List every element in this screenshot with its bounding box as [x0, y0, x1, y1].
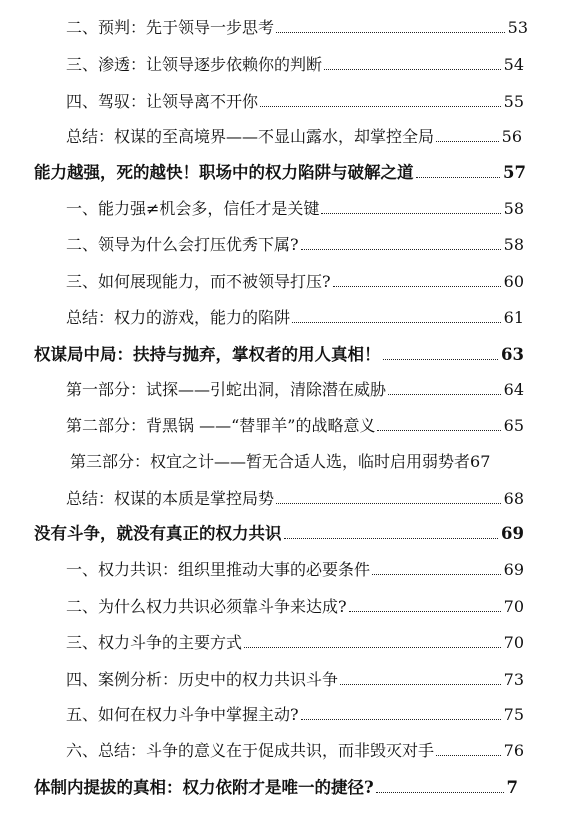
toc-entry-page: 57	[503, 163, 526, 182]
toc-entry-page: 63	[501, 345, 524, 364]
toc-entry-page: 69	[503, 560, 524, 579]
toc-entry[interactable]	[66, 370, 524, 400]
toc-entry-page: 61	[503, 308, 524, 327]
toc-chapter-heading[interactable]	[34, 153, 526, 183]
toc-entry-page: 58	[503, 235, 524, 254]
toc-entry-page: 70	[503, 633, 524, 652]
toc-entry-title: 二、预判：先于领导一步思考	[66, 18, 275, 37]
toc-entry-title: 总结：权谋的本质是掌控局势	[66, 489, 275, 508]
toc-entry[interactable]	[66, 587, 524, 617]
dot-leader	[260, 106, 501, 107]
dot-leader	[333, 286, 501, 287]
toc-entry[interactable]	[66, 550, 524, 580]
toc-entry-page: 58	[503, 199, 524, 218]
toc-entry-page: 69	[501, 524, 524, 543]
toc-entry[interactable]	[66, 225, 524, 255]
dot-leader	[276, 503, 501, 504]
dot-leader	[321, 213, 500, 214]
dot-leader	[301, 249, 501, 250]
toc-entry-title: 三、权力斗争的主要方式	[66, 633, 243, 652]
toc-entry-title: 第二部分：背黑锅 ——“替罪羊”的战略意义	[66, 416, 376, 435]
toc-entry-title: 五、如何在权力斗争中掌握主动?	[66, 705, 299, 724]
toc-entry-title: 能力越强，死的越快！职场中的权力陷阱与破解之道	[34, 163, 414, 182]
dot-leader	[284, 538, 499, 539]
toc-entry[interactable]	[66, 262, 524, 292]
toc-entry[interactable]	[66, 660, 524, 690]
toc-chapter-heading[interactable]	[34, 514, 524, 544]
toc-chapter-heading[interactable]	[34, 768, 518, 798]
dot-leader	[416, 177, 501, 178]
dot-leader	[383, 359, 499, 360]
toc-entry[interactable]	[66, 695, 524, 725]
toc-entry-title: 二、为什么权力共识必须靠斗争来达成?	[66, 597, 347, 616]
toc-entry-page: 54	[503, 55, 524, 74]
dot-leader	[377, 430, 500, 431]
dot-leader	[340, 684, 501, 685]
toc-entry[interactable]	[66, 8, 528, 38]
toc-entry-page: 70	[503, 597, 524, 616]
toc-entry-title: 一、能力强≠机会多，信任才是关键	[66, 199, 320, 218]
toc-entry-page: 68	[503, 489, 524, 508]
toc-entry-page: 56	[501, 127, 522, 146]
toc-entry[interactable]	[66, 406, 524, 436]
toc-entry-title: 四、案例分析：历史中的权力共识斗争	[66, 670, 339, 689]
dot-leader	[388, 394, 501, 395]
toc-entry-title: 权谋局中局：扶持与抛弃，掌权者的用人真相！	[34, 345, 381, 364]
toc-entry-title: 没有斗争，就没有真正的权力共识	[34, 524, 282, 543]
toc-entry-page: 55	[503, 92, 524, 111]
toc-entry[interactable]	[66, 189, 524, 219]
toc-entry[interactable]	[66, 731, 524, 761]
toc-entry-title: 体制内提拔的真相：权力依附才是唯一的捷径?	[34, 778, 374, 797]
toc-entry-page: 60	[503, 272, 524, 291]
dot-leader	[276, 32, 505, 33]
toc-entry-title: 总结：权力的游戏，能力的陷阱	[66, 308, 291, 327]
dot-leader	[292, 322, 501, 323]
dot-leader	[349, 611, 501, 612]
toc-entry-title: 总结：权谋的至高境界——不显山露水，却掌控全局	[66, 127, 435, 146]
toc-entry-title: 一、权力共识：组织里推动大事的必要条件	[66, 560, 371, 579]
dot-leader	[436, 141, 499, 142]
toc-entry-page: 76	[503, 741, 524, 760]
toc-entry-page: 65	[503, 416, 524, 435]
toc-entry-title: 第三部分：权宜之计——暂无合适人选，临时启用弱势者	[70, 452, 471, 471]
toc-entry-title: 二、领导为什么会打压优秀下属?	[66, 235, 299, 254]
toc-entry-title: 三、如何展现能力，而不被领导打压?	[66, 272, 331, 291]
toc-entry-page: 64	[503, 380, 524, 399]
toc-entry-page: 67	[470, 452, 491, 471]
toc-chapter-heading[interactable]	[34, 335, 524, 365]
toc-entry[interactable]	[66, 623, 524, 653]
toc-entry-title: 六、总结：斗争的意义在于促成共识，而非毁灭对手	[66, 741, 435, 760]
dot-leader	[301, 719, 501, 720]
dot-leader	[324, 69, 501, 70]
dot-leader	[436, 755, 501, 756]
dot-leader	[244, 647, 501, 648]
toc-entry-page: 75	[503, 705, 524, 724]
toc-entry[interactable]	[70, 442, 544, 472]
toc-entry[interactable]	[66, 117, 522, 147]
toc-entry-title: 四、驾驭：让领导离不开你	[66, 92, 259, 111]
dot-leader	[372, 574, 501, 575]
toc-entry[interactable]	[66, 45, 524, 75]
toc-entry-page: 73	[503, 670, 524, 689]
toc-entry-title: 第一部分：试探——引蛇出洞，清除潜在威胁	[66, 380, 387, 399]
toc-entry[interactable]	[66, 298, 524, 328]
toc-entry[interactable]	[66, 82, 524, 112]
dot-leader	[376, 792, 504, 793]
toc-entry-page: 7	[506, 778, 518, 797]
toc-entry[interactable]	[66, 479, 524, 509]
toc-entry-title: 三、渗透：让领导逐步依赖你的判断	[66, 55, 323, 74]
toc-entry-page: 53	[507, 18, 528, 37]
